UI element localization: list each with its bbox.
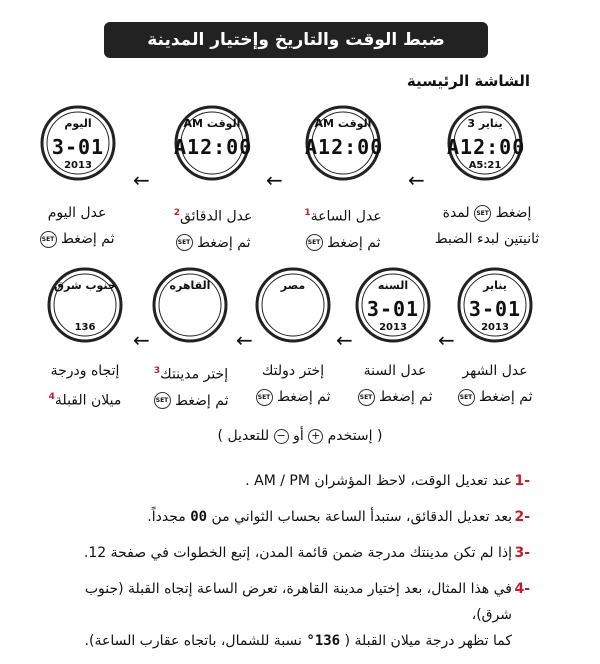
caption-city: إختر مدينتك$^3$ ثم إضغط SET — [153, 366, 229, 409]
watch-minute: AM الوقت A12:00 — [172, 103, 252, 183]
caption-start: إضغط SET لمدة ثانيتين لبدء الضبط — [434, 205, 540, 247]
caption-day: عدل اليوم ثم إضغط SET — [22, 200, 132, 252]
caption-month: عدل الشهر ثم إضغط SET — [440, 358, 550, 410]
set-button-icon: SET — [458, 389, 475, 406]
set-button-icon: SET — [256, 389, 273, 406]
arrow-left: ← — [236, 328, 253, 352]
watch-month: يناير 3-01 2013 — [455, 265, 535, 345]
watch-country: مصر — [253, 265, 333, 345]
caption-minute: عدل الدقائق$^2$ ثم إضغط SET — [173, 208, 253, 251]
note-item: -1 عند تعديل الوقت، لاحظ المؤشران AM / PM . — [245, 473, 530, 489]
watch-year: السنه 3-01 2013 — [353, 265, 433, 345]
note-item: -2 بعد تعديل الدقائق، ستبدأ الساعة بحساب الثواني من 00 مجدداً. — [147, 509, 530, 525]
plus-button-icon: + — [308, 429, 323, 444]
arrow-left: ← — [266, 168, 283, 192]
watch-day: اليوم 3-01 2013 — [38, 103, 118, 183]
page-title: ضبط الوقت والتاريخ وإختيار المدينة — [104, 22, 488, 58]
minus-button-icon: − — [274, 429, 289, 444]
watch-home: 3 يناير A12:00 A5:21 — [445, 103, 525, 183]
note-item: -3 إذا لم تكن مدينتك مدرجة ضمن قائمة المدن، إتبع الخطوات في صفحة 12. — [83, 545, 530, 561]
arrow-left: ← — [336, 328, 353, 352]
caption-qibla: إتجاه ودرجة ميلان القبلة$^4$ — [48, 363, 122, 409]
notes-list — [60, 468, 530, 664]
arrow-left: ← — [133, 328, 150, 352]
set-button-icon: SET — [40, 231, 57, 248]
section-title: الشاشة الرئيسية — [406, 72, 530, 90]
arrow-left: ← — [408, 168, 425, 192]
caption-country: إختر دولتك ثم إضغط SET — [238, 358, 348, 410]
set-button-icon: SET — [474, 205, 491, 222]
watch-hour: AM الوقت A12:00 — [303, 103, 383, 183]
arrow-left: ← — [133, 168, 150, 192]
caption-year: عدل السنة ثم إضغط SET — [340, 358, 450, 410]
watch-city: القاهره — [150, 265, 230, 345]
set-button-icon: SET — [306, 234, 323, 251]
note-item: -4 في هذا المثال، بعد إختيار مدينة القاهرة، تعرض الساعة إتجاه القبلة (جنوب شرق)، كما تظهر درجة ميلان القبلة ( 136° نسبة للشمال، باتجاه عقارب الساعة). — [84, 581, 530, 649]
caption-hour: عدل الساعة$^1$ ثم إضغط SET — [304, 208, 382, 251]
watch-qibla: جنوب شرق 136 — [45, 265, 125, 345]
set-button-icon: SET — [358, 389, 375, 406]
set-button-icon: SET — [154, 392, 171, 409]
set-button-icon: SET — [176, 234, 193, 251]
adjust-hint: ( إستخدم + أو − للتعديل ) — [217, 428, 383, 444]
arrow-left: ← — [438, 328, 455, 352]
